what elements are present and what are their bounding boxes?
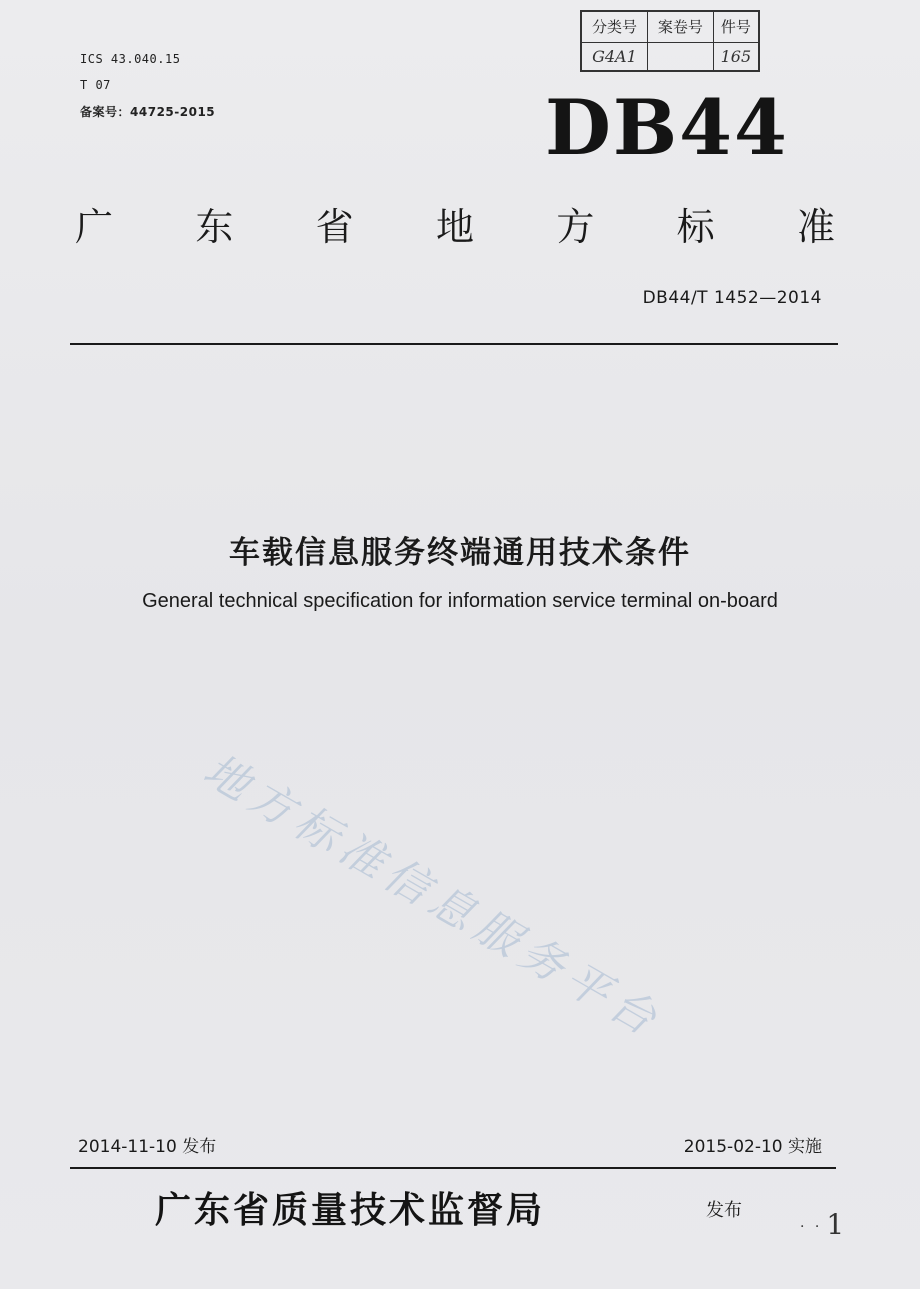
archive-value-category: G4A1 <box>582 42 648 70</box>
archive-value-item: 165 <box>713 42 758 70</box>
archive-header-item: 件号 <box>713 12 758 43</box>
watermark-text: 地方标准信息服务平台 <box>195 744 671 1049</box>
document-title-en: General technical specification for information service terminal on-board <box>142 590 778 612</box>
archive-stamp-box <box>580 10 760 72</box>
issuer-suffix: 发布 <box>706 1200 742 1221</box>
standard-type-char: 准 <box>796 205 835 249</box>
standard-type-char: 标 <box>676 205 715 249</box>
issuing-authority: 广东省质量技术监督局 <box>155 1189 546 1231</box>
standard-type-char: 广 <box>75 205 114 249</box>
record-label: 备案号： <box>80 105 131 119</box>
standard-type-char: 地 <box>435 205 474 249</box>
db44-logo: DB44 <box>545 83 789 172</box>
archive-value-file <box>647 42 713 70</box>
standard-type-char: 方 <box>556 205 595 249</box>
ics-code: ICS 43.040.15 <box>80 52 181 66</box>
record-number: 44725-2015 <box>130 105 216 119</box>
standard-type-char: 东 <box>195 205 234 249</box>
archive-header-category: 分类号 <box>582 12 648 43</box>
top-divider <box>70 343 838 345</box>
page-number-mark <box>800 1208 844 1241</box>
record-number-line <box>80 103 215 120</box>
standard-type-char: 省 <box>315 205 354 249</box>
document-title-cn: 车载信息服务终端通用技术条件 <box>229 535 691 571</box>
page-number: 1 <box>826 1208 845 1241</box>
bottom-divider <box>70 1167 836 1169</box>
standard-number: DB44/T 1452—2014 <box>642 288 822 308</box>
page-mark-dots: · · <box>800 1218 823 1235</box>
archive-header-file: 案卷号 <box>647 12 713 43</box>
classification-code: T 07 <box>80 78 111 92</box>
implementation-date: 2015-02-10 实施 <box>683 1137 822 1157</box>
standard-type-heading <box>75 196 835 251</box>
issue-date: 2014-11-10 发布 <box>78 1137 217 1157</box>
